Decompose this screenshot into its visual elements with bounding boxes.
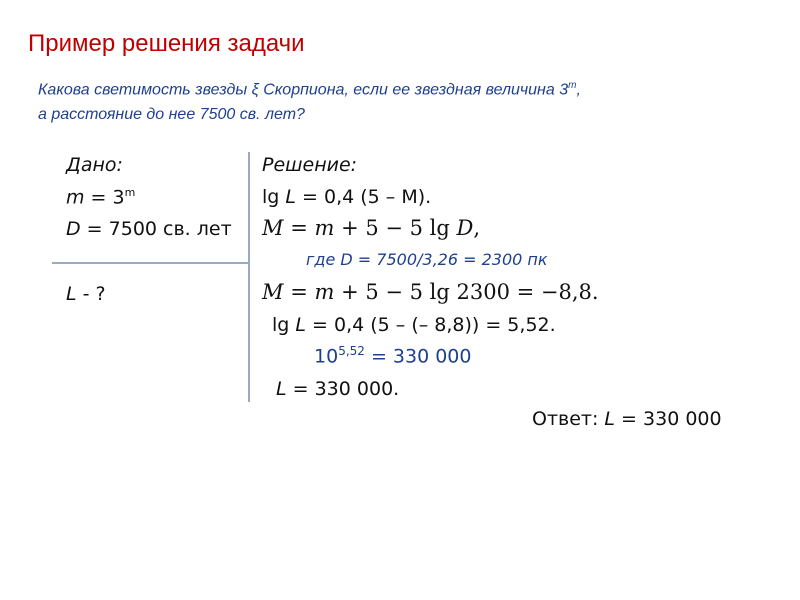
given-magnitude: $m = 3^m$ bbox=[66, 186, 136, 209]
slide-title: Пример решения задачи bbox=[28, 30, 305, 57]
vertical-divider bbox=[248, 152, 250, 402]
m-symbol: m bbox=[66, 186, 85, 209]
distance-conversion: где D = 7500/3,26 = 2300 пк bbox=[306, 250, 548, 269]
formula-lg-l: lg L = 0,4 (5 – M). bbox=[262, 186, 432, 208]
answer: Ответ: L = 330 000 bbox=[532, 408, 722, 430]
problem-statement-line-2: а расстояние до нее 7500 св. лет? bbox=[38, 106, 305, 123]
magnitude-superscript: m bbox=[568, 80, 577, 91]
d-symbol: D bbox=[66, 218, 81, 240]
luminosity-result: L = 330 000. bbox=[276, 378, 400, 400]
exponent: 5,52 bbox=[338, 344, 365, 358]
m-superscript: m bbox=[124, 186, 136, 199]
l-symbol: L bbox=[66, 283, 77, 305]
problem-text: Какова светимость звезды ξ Скорпиона, если ее звездная величина 3 bbox=[38, 81, 569, 99]
formula-absolute-magnitude: M = m + 5 − 5 lg D, bbox=[262, 216, 481, 240]
horizontal-divider bbox=[52, 262, 248, 264]
power-of-ten: $10^{5,52} = 330$ 000 bbox=[314, 344, 472, 368]
find-luminosity: L - ? bbox=[66, 283, 106, 305]
formula-magnitude-result: M = m + 5 − 5 lg 2300 = −8,8. bbox=[262, 280, 599, 304]
solution-header: Решение: bbox=[262, 154, 358, 176]
given-distance: D = 7500 св. лет bbox=[66, 218, 232, 240]
problem-statement-line-1 bbox=[38, 80, 581, 99]
problem-text-comma: , bbox=[576, 81, 581, 99]
formula-lg-l-result: lg L = 0,4 (5 – (– 8,8)) = 5,52. bbox=[272, 314, 556, 336]
given-header: Дано: bbox=[66, 154, 123, 176]
